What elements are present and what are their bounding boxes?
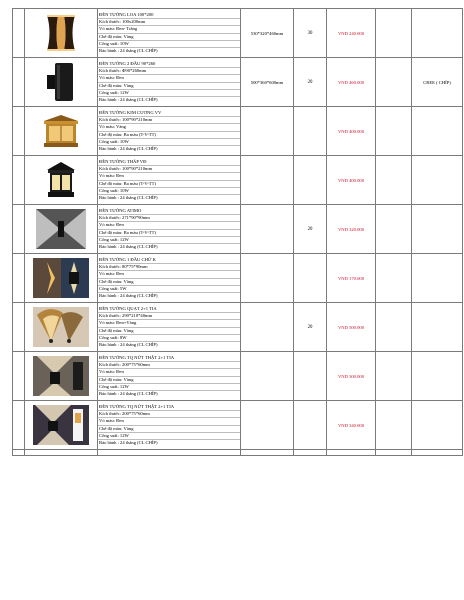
product-warranty: Bảo hành : 24 tháng (CL CHÍP) [99, 195, 158, 201]
product-name: ĐÈN TƯỜNG TQ NỨT THẬT 2+1 TIA [98, 404, 240, 411]
cylinder-wall-light-icon [44, 61, 78, 103]
product-warranty: Bảo hành : 24 tháng (CL CHÍP) [99, 440, 158, 446]
product-warranty: Bảo hành : 24 tháng (CL CHÍP) [99, 146, 158, 152]
product-warranty: Bảo hành : 24 tháng (CL CHÍP) [99, 244, 158, 250]
product-name: ĐÈN TƯỜNG QUẠT 2+1 TIA [98, 306, 240, 313]
product-light-mode: Chế độ màu: Vàng [98, 83, 240, 90]
product-shell-color: Vỏ màu: Đen [98, 75, 240, 82]
product-name: ĐÈN TƯỜNG THÁP VĐ [98, 159, 240, 166]
product-image-cell [25, 58, 98, 107]
product-power: Công suất: 10W [98, 41, 240, 48]
table-row [13, 107, 463, 156]
price: VND 340.000 [327, 401, 376, 450]
product-power: Công suất: 12W [98, 90, 240, 97]
product-light-mode: Chế độ màu: Vàng [98, 279, 240, 286]
flared-wall-light-icon [44, 13, 78, 53]
product-shell-color: Vỏ màu: Đen [98, 271, 240, 278]
product-power: Công suất: 12W [98, 384, 240, 391]
product-name: ĐÈN TƯỜNG KIM CƯƠNG VV [98, 110, 240, 117]
product-name: ĐÈN TƯỜNG TQ NỨT THẬT 2+1 TIA [98, 355, 240, 362]
table-row [13, 205, 463, 254]
price: VND 240.000 [327, 9, 376, 58]
product-info [98, 401, 241, 450]
product-shell-color: Vỏ màu: Đen+Vàng [98, 320, 240, 327]
product-power: Công suất: 12W [98, 237, 240, 244]
price: VND 400.000 [327, 156, 376, 205]
product-image-cell [25, 107, 98, 156]
product-size: Kích thước: 100x200mm [98, 19, 240, 26]
product-image-cell [25, 254, 98, 303]
product-info [98, 205, 241, 254]
light-beam-wall-icon [36, 209, 86, 249]
product-light-mode: Chế độ màu: Ba màu (T-V-TT) [98, 132, 240, 139]
price: VND 320.000 [327, 205, 376, 254]
product-image-cell [25, 303, 98, 352]
product-size: Kích thước: Φ90*260mm [98, 68, 240, 75]
product-warranty: Bảo hành : 24 tháng (CL CHÍP) [99, 48, 158, 54]
product-light-mode: Chế độ màu: Ba màu (T-V-TT) [98, 230, 240, 237]
product-light-mode: Chế độ màu: Vàng [98, 328, 240, 335]
product-image-cell [25, 205, 98, 254]
product-shell-color: Vỏ màu: Đen [98, 369, 240, 376]
product-name: ĐÈN TƯỜNG 2 ĐẦU 90*260 [98, 61, 240, 68]
product-info [98, 303, 241, 352]
table-row [13, 58, 463, 107]
product-info [98, 352, 241, 401]
product-warranty: Bảo hành : 24 tháng (CL CHÍP) [99, 97, 158, 103]
carton-qty: 30 [294, 9, 327, 58]
pillar-lamp-gold-icon [40, 113, 82, 149]
product-size: Kích thước: 80*75*90mm [98, 264, 240, 271]
product-warranty: Bảo hành : 24 tháng (CL CHÍP) [99, 342, 158, 348]
product-power: Công suất: 12W [98, 433, 240, 440]
product-name: ĐÈN TƯỜNG 1 ĐẦU CHỮ K [98, 257, 240, 264]
crack-beam-light-black-icon [33, 356, 89, 396]
table-row [13, 450, 463, 456]
carton-qty: 20 [294, 303, 327, 352]
carton-size: 500*360*600mm [241, 58, 294, 107]
product-warranty: Bảo hành : 24 tháng (CL CHÍP) [99, 293, 158, 299]
product-info [98, 156, 241, 205]
table-row [13, 156, 463, 205]
product-name: ĐÈN TƯỜNG ATIMO [98, 208, 240, 215]
carton-size: 530*320*460mm [241, 9, 294, 58]
product-shell-color: Vỏ màu: Đen [98, 222, 240, 229]
fan-wall-light-icon [33, 307, 89, 347]
product-shell-color: Vỏ màu: Đen- Trắng [98, 26, 240, 33]
price: VND 170.000 [327, 254, 376, 303]
table-row [13, 9, 463, 58]
product-info [98, 9, 241, 58]
product-size: Kích thước: 200*75*60mm [98, 362, 240, 369]
table-row [13, 352, 463, 401]
product-light-mode: Chế độ màu: Ba màu (T-V-TT) [98, 181, 240, 188]
table-row [13, 401, 463, 450]
product-power: Công suất: 10W [98, 188, 240, 195]
product-info [98, 107, 241, 156]
carton-qty: 20 [294, 205, 327, 254]
price: VND 460.000 [327, 58, 376, 107]
product-info [98, 58, 241, 107]
product-image-cell [25, 401, 98, 450]
product-shell-color: Vỏ màu: Đen [98, 418, 240, 425]
product-image-cell [25, 156, 98, 205]
k-shape-wall-light-icon [33, 258, 89, 298]
crack-beam-light-white-icon [33, 405, 89, 445]
product-size: Kích thước: 200*75*60mm [98, 411, 240, 418]
product-image-cell [25, 9, 98, 58]
carton-qty: 20 [294, 58, 327, 107]
product-power: Công suất: 8W [98, 335, 240, 342]
pillar-lamp-black-icon [43, 160, 79, 200]
chip-note: CREE ( CHÍP) [412, 58, 463, 107]
product-size: Kích thước: 290*210*40mm [98, 313, 240, 320]
product-name: ĐÈN TƯỜNG LOA 100*200 [98, 12, 240, 19]
product-size: Kích thước: 100*90*210mm [98, 166, 240, 173]
table-row [13, 254, 463, 303]
product-light-mode: Chế độ màu: Vàng [98, 377, 240, 384]
price: VND 400.000 [327, 107, 376, 156]
product-light-mode: Chế độ màu: Vàng [98, 34, 240, 41]
table-row [13, 303, 463, 352]
product-size: Kích thước: 271*90*90mm [98, 215, 240, 222]
product-image-cell [25, 352, 98, 401]
price: VND 500.000 [327, 303, 376, 352]
product-power: Công suất: 10W [98, 139, 240, 146]
product-info [98, 254, 241, 303]
product-power: Công suất: 5W [98, 286, 240, 293]
product-shell-color: Vỏ màu: Vàng [98, 124, 240, 131]
product-table [12, 8, 463, 456]
product-warranty: Bảo hành : 24 tháng (CL CHÍP) [99, 391, 158, 397]
product-shell-color: Vỏ màu: Đen [98, 173, 240, 180]
product-size: Kích thước: 100*90*210mm [98, 117, 240, 124]
price: VND 300.000 [327, 352, 376, 401]
product-light-mode: Chế độ màu: Vàng [98, 426, 240, 433]
